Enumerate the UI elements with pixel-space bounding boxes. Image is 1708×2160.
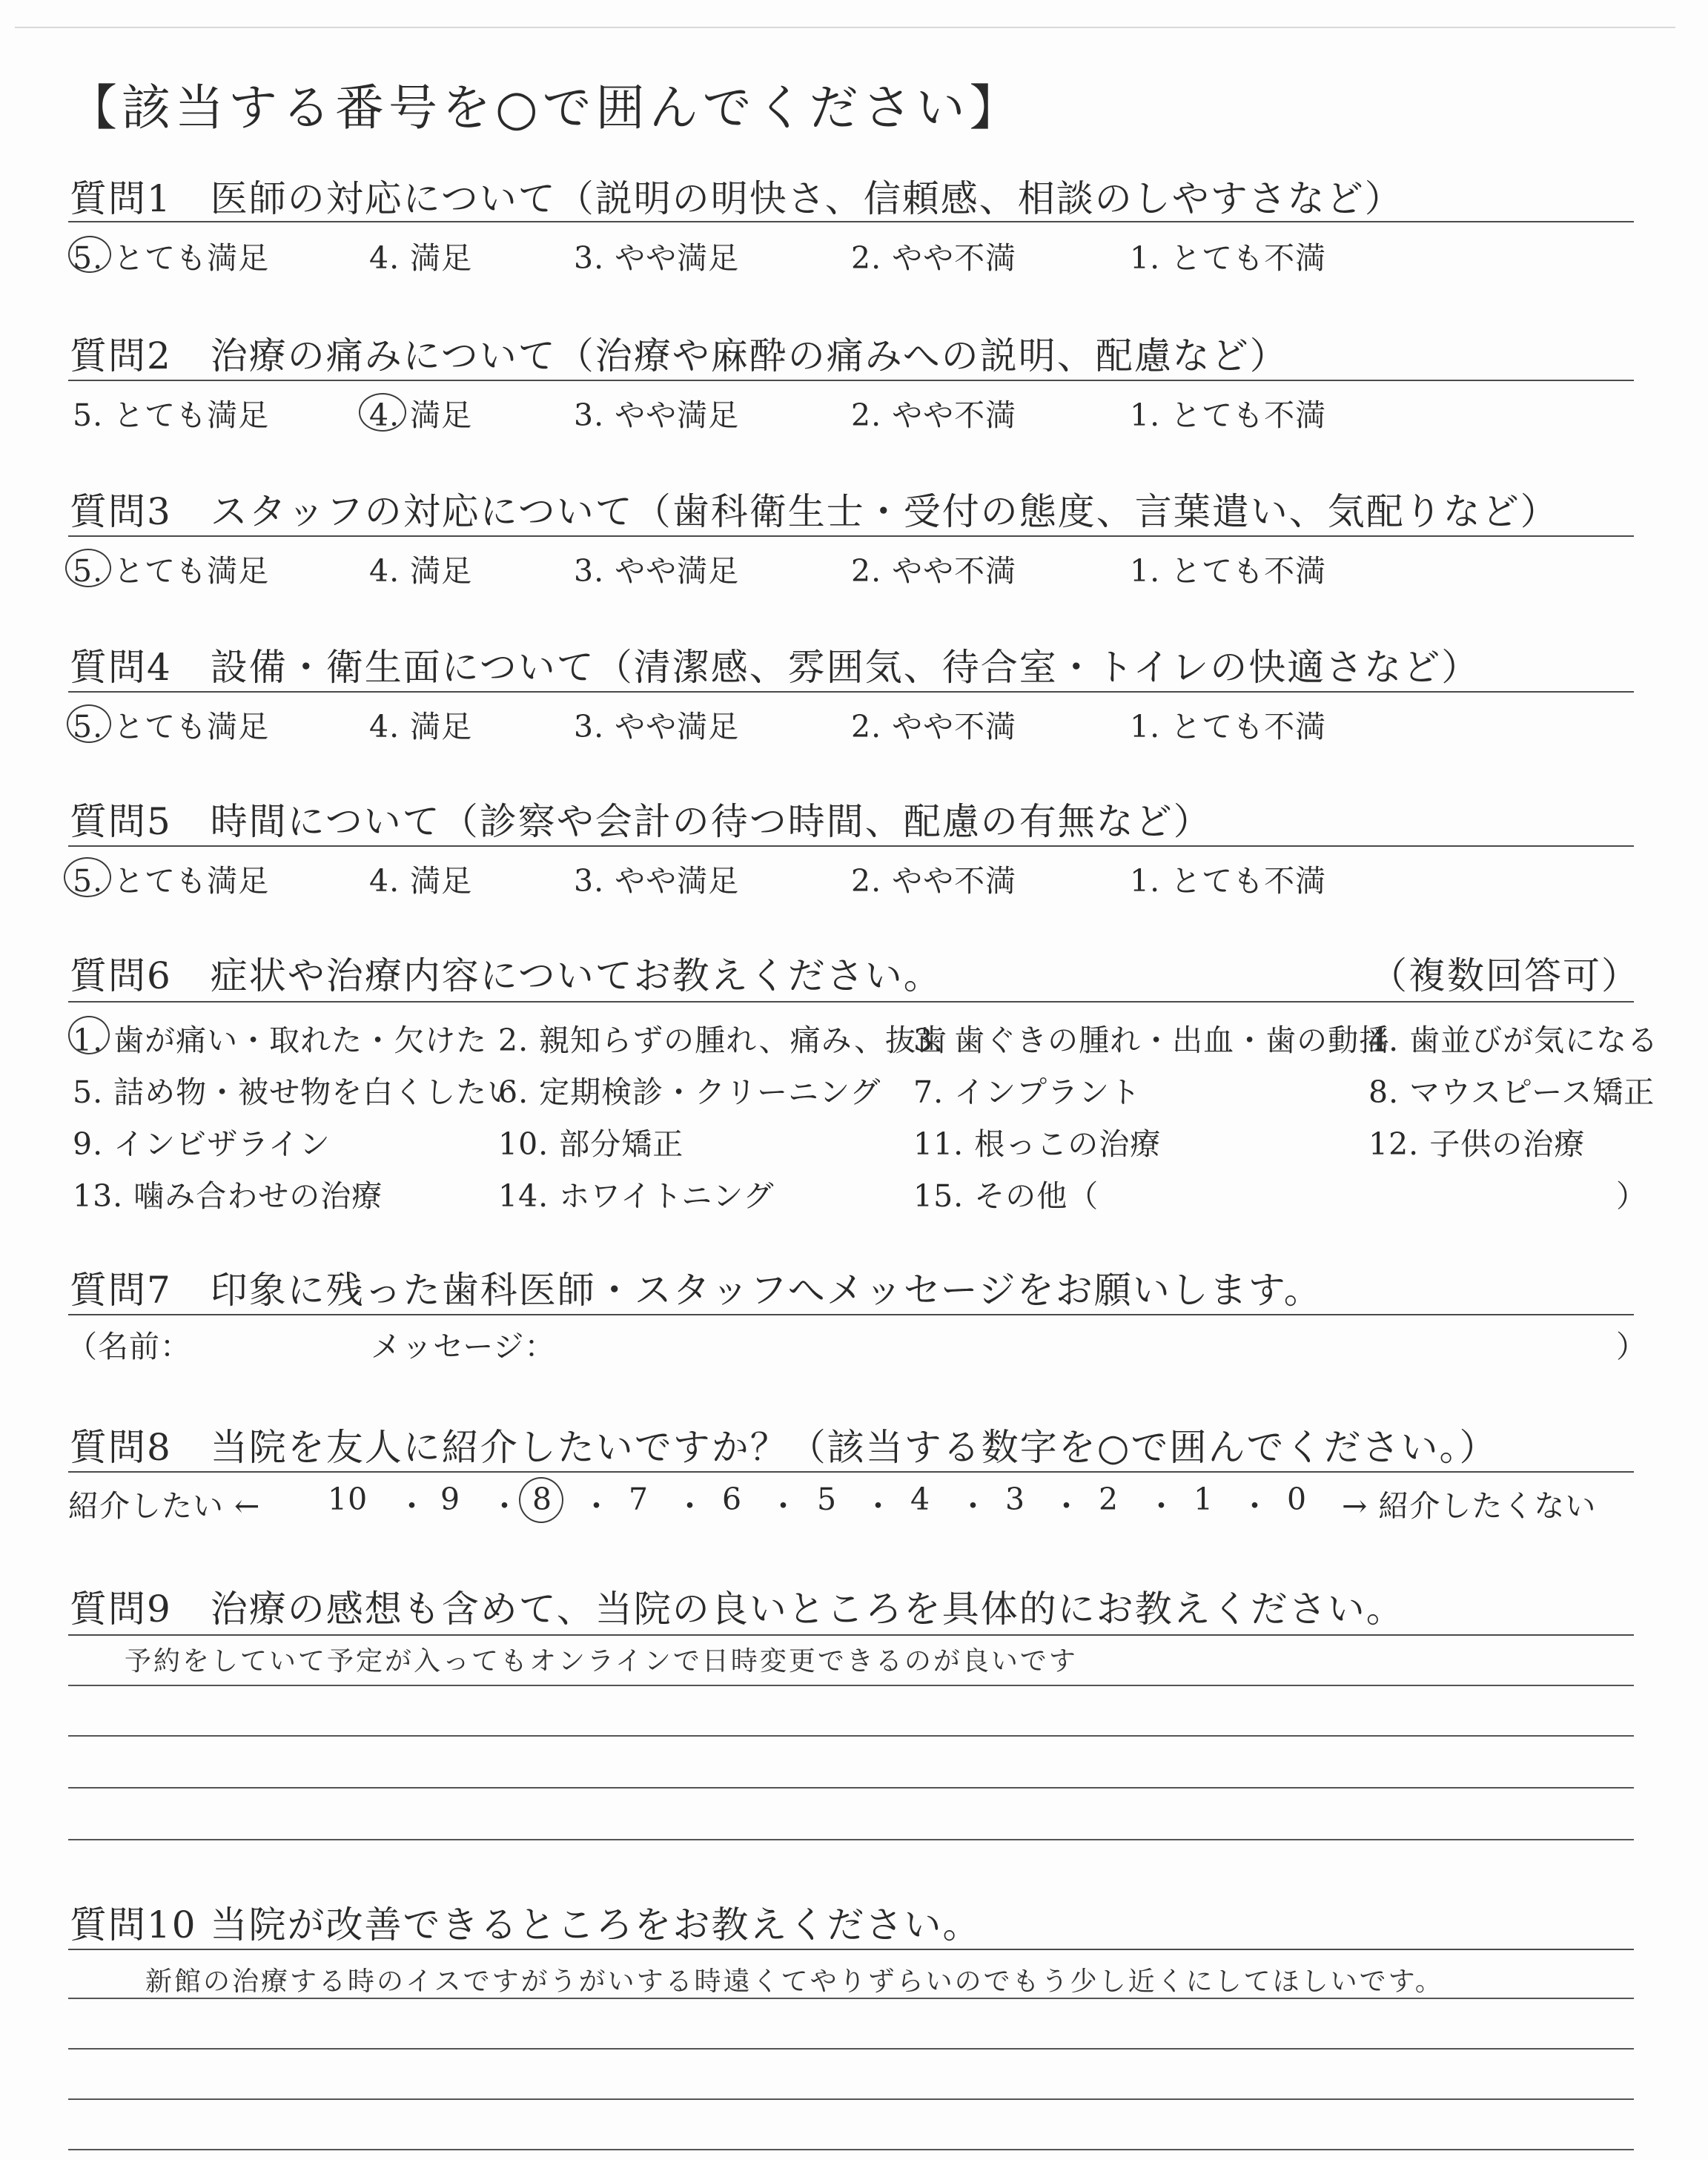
q1-title: 質問1 医師の対応について（説明の明快さ、信頼感、相談のしやすさなど） bbox=[70, 177, 1403, 220]
q1-option-2[interactable]: 2. やや不満 bbox=[851, 240, 1017, 276]
q2-title: 質問2 治療の痛みについて（治療や麻酔の痛みへの説明、配慮など） bbox=[70, 334, 1288, 377]
q3-selection-circle bbox=[65, 549, 111, 587]
q8-scale-6[interactable]: 6 bbox=[722, 1482, 743, 1517]
q5-title: 質問5 時間について（診察や会計の待つ時間、配慮の有無など） bbox=[70, 800, 1212, 843]
q1-option-4[interactable]: 4. 満足 bbox=[369, 240, 473, 276]
q2-option-3[interactable]: 3. やや満足 bbox=[574, 397, 740, 433]
q10-title: 質問10 当院が改善できるところをお教えください。 bbox=[70, 1903, 982, 1946]
q8-selection-circle bbox=[519, 1477, 563, 1523]
q9-write-line bbox=[68, 1735, 1634, 1737]
q7-close: ） bbox=[1616, 1329, 1647, 1364]
q2-rule bbox=[68, 380, 1634, 381]
q5-option-2[interactable]: 2. やや不満 bbox=[851, 863, 1017, 899]
q10-write-line bbox=[68, 2048, 1634, 2050]
q3-option-2[interactable]: 2. やや不満 bbox=[851, 553, 1017, 589]
q8-dot: ・ bbox=[768, 1488, 799, 1524]
q5-selection-circle bbox=[64, 857, 111, 897]
q6-option-7[interactable]: 7. インプラント bbox=[913, 1074, 1142, 1110]
q6-note: （複数回答可） bbox=[1370, 954, 1640, 997]
q2-option-2[interactable]: 2. やや不満 bbox=[851, 397, 1017, 433]
q6-option-9[interactable]: 9. インビザライン bbox=[73, 1126, 331, 1162]
q3-option-3[interactable]: 3. やや満足 bbox=[574, 553, 740, 589]
q8-scale-9[interactable]: 9 bbox=[440, 1482, 461, 1517]
q8-dot: ・ bbox=[958, 1488, 989, 1524]
q1-option-3[interactable]: 3. やや満足 bbox=[574, 240, 740, 276]
q9-write-line bbox=[68, 1839, 1634, 1840]
q3-option-1[interactable]: 1. とても不満 bbox=[1130, 553, 1327, 589]
q3-title: 質問3 スタッフの対応について（歯科衛生士・受付の態度、言葉遣い、気配りなど） bbox=[70, 490, 1559, 533]
q6-option-4[interactable]: 4. 歯並びが気になる bbox=[1368, 1023, 1659, 1058]
q4-title: 質問4 設備・衛生面について（清潔感、雰囲気、待合室・トイレの快適さなど） bbox=[70, 646, 1480, 689]
q8-dot: ・ bbox=[1051, 1488, 1082, 1524]
q8-dot: ・ bbox=[397, 1488, 428, 1524]
q2-option-4[interactable]: 4. 満足 bbox=[369, 397, 473, 433]
q8-right-label: → 紹介したくない bbox=[1342, 1488, 1597, 1524]
q8-scale-3[interactable]: 3 bbox=[1005, 1482, 1026, 1517]
q8-rule bbox=[68, 1471, 1634, 1473]
q4-option-1[interactable]: 1. とても不満 bbox=[1130, 709, 1327, 744]
q8-dot: ・ bbox=[1239, 1488, 1271, 1524]
q6-rule bbox=[68, 1001, 1634, 1003]
q3-option-4[interactable]: 4. 満足 bbox=[369, 553, 473, 589]
q6-option-14[interactable]: 14. ホワイトニング bbox=[498, 1178, 775, 1214]
q3-option-5[interactable]: 5. とても満足 bbox=[73, 553, 270, 589]
q6-option-2[interactable]: 2. 親知らずの腫れ、痛み、抜歯 bbox=[498, 1023, 948, 1058]
q9-title: 質問9 治療の感想も含めて、当院の良いところを具体的にお教えください。 bbox=[70, 1588, 1405, 1631]
q8-scale-0[interactable]: 0 bbox=[1287, 1482, 1308, 1517]
q2-selection-circle bbox=[359, 393, 406, 432]
q6-option-8[interactable]: 8. マウスピース矯正 bbox=[1368, 1074, 1655, 1110]
q8-scale-2[interactable]: 2 bbox=[1099, 1482, 1119, 1517]
q8-dot: ・ bbox=[863, 1488, 894, 1524]
q8-dot: ・ bbox=[675, 1488, 706, 1524]
q1-selection-circle bbox=[68, 236, 111, 273]
q4-option-5[interactable]: 5. とても満足 bbox=[73, 709, 270, 744]
q6-option-15[interactable]: 15. その他（ bbox=[913, 1178, 1099, 1214]
q7-name-label[interactable]: （名前： bbox=[67, 1329, 191, 1364]
q6-selection-circle bbox=[68, 1016, 110, 1054]
q7-rule bbox=[68, 1314, 1634, 1315]
q10-write-line bbox=[68, 1998, 1634, 1999]
q9-rule bbox=[68, 1634, 1634, 1636]
q2-option-5[interactable]: 5. とても満足 bbox=[73, 397, 270, 433]
q8-scale-4[interactable]: 4 bbox=[910, 1482, 931, 1517]
q8-scale-5[interactable]: 5 bbox=[817, 1482, 838, 1517]
q9-write-line bbox=[68, 1685, 1634, 1686]
q5-option-4[interactable]: 4. 満足 bbox=[369, 863, 473, 899]
q8-scale-1[interactable]: 1 bbox=[1194, 1482, 1214, 1517]
q4-option-2[interactable]: 2. やや不満 bbox=[851, 709, 1017, 744]
q4-rule bbox=[68, 691, 1634, 693]
q5-option-5[interactable]: 5. とても満足 bbox=[73, 863, 270, 899]
q10-write-line bbox=[68, 2098, 1634, 2100]
q6-option-5[interactable]: 5. 詰め物・被せ物を白くしたい bbox=[73, 1074, 519, 1110]
q6-option-12[interactable]: 12. 子供の治療 bbox=[1368, 1126, 1586, 1162]
q10-rule bbox=[68, 1949, 1634, 1950]
q6-option-11[interactable]: 11. 根っこの治療 bbox=[913, 1126, 1162, 1162]
q7-message-label[interactable]: メッセージ： bbox=[371, 1329, 556, 1364]
q1-option-5[interactable]: 5. とても満足 bbox=[73, 240, 270, 276]
q10-write-line bbox=[68, 2149, 1634, 2150]
q8-dot: ・ bbox=[1146, 1488, 1177, 1524]
q8-dot: ・ bbox=[489, 1488, 520, 1524]
q8-left-label: 紹介したい ← bbox=[68, 1488, 261, 1524]
q1-option-1[interactable]: 1. とても不満 bbox=[1130, 240, 1327, 276]
q10-answer[interactable]: 新館の治療する時のイスですがうがいする時遠くてやりずらいのでもう少し近くにしてほしいです。 bbox=[145, 1966, 1444, 1997]
top-border bbox=[15, 27, 1675, 28]
q5-option-3[interactable]: 3. やや満足 bbox=[574, 863, 740, 899]
q3-rule bbox=[68, 535, 1634, 537]
q9-write-line bbox=[68, 1787, 1634, 1789]
q6-option-13[interactable]: 13. 噛み合わせの治療 bbox=[73, 1178, 383, 1214]
page-title: 【該当する番号を○で囲んでください】 bbox=[68, 79, 1023, 136]
q8-scale-8[interactable]: 8 bbox=[532, 1482, 553, 1517]
q2-option-1[interactable]: 1. とても不満 bbox=[1130, 397, 1327, 433]
q6-title: 質問6 症状や治療内容についてお教えください。 bbox=[70, 954, 942, 997]
q6-option-1[interactable]: 1. 歯が痛い・取れた・欠けた bbox=[73, 1023, 488, 1058]
q6-other-close: ） bbox=[1616, 1178, 1647, 1214]
q1-rule bbox=[68, 221, 1634, 222]
q6-option-6[interactable]: 6. 定期検診・クリーニング bbox=[498, 1074, 881, 1110]
q4-option-3[interactable]: 3. やや満足 bbox=[574, 709, 740, 744]
q4-selection-circle bbox=[67, 704, 111, 743]
q5-option-1[interactable]: 1. とても不満 bbox=[1130, 863, 1327, 899]
q6-option-3[interactable]: 3. 歯ぐきの腫れ・出血・歯の動揺 bbox=[913, 1023, 1391, 1058]
q9-answer[interactable]: 予約をしていて予定が入ってもオンラインで日時変更できるのが良いです bbox=[125, 1646, 1078, 1677]
q4-option-4[interactable]: 4. 満足 bbox=[369, 709, 473, 744]
q5-rule bbox=[68, 845, 1634, 847]
q8-dot: ・ bbox=[581, 1488, 612, 1524]
q8-scale-10[interactable]: 10 bbox=[328, 1482, 368, 1517]
q6-option-10[interactable]: 10. 部分矯正 bbox=[498, 1126, 684, 1162]
q8-scale-7[interactable]: 7 bbox=[629, 1482, 649, 1517]
q8-title: 質問8 当院を友人に紹介したいですか？（該当する数字を○で囲んでください。） bbox=[70, 1426, 1498, 1469]
q7-title: 質問7 印象に残った歯科医師・スタッフへメッセージをお願いします。 bbox=[70, 1269, 1323, 1312]
